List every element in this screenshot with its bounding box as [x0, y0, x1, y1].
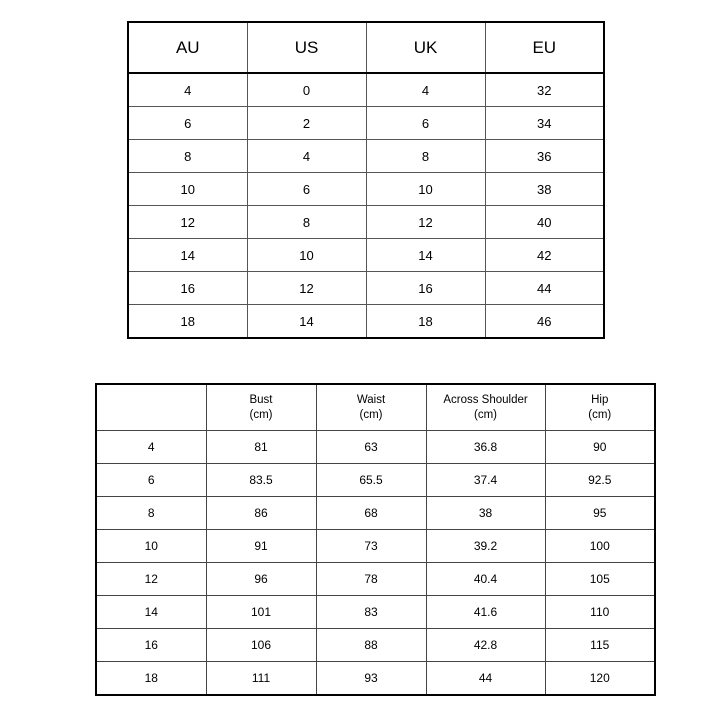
table-cell: 8 [96, 497, 206, 530]
column-header-unit: (cm) [474, 408, 497, 421]
table-row [96, 662, 655, 696]
table-cell: 37.4 [426, 464, 545, 497]
table-cell: 4 [128, 73, 247, 107]
body-measurements-body [96, 431, 655, 696]
table-cell: 106 [206, 629, 316, 662]
table-cell: 38 [485, 173, 604, 206]
column-header [426, 384, 545, 431]
table-cell: 12 [128, 206, 247, 239]
table-cell: 68 [316, 497, 426, 530]
table-cell: 16 [366, 272, 485, 305]
column-header-name: Across Shoulder [443, 393, 528, 406]
table-cell: 41.6 [426, 596, 545, 629]
table-cell: 4 [96, 431, 206, 464]
table-cell: 105 [545, 563, 655, 596]
table-cell: 83.5 [206, 464, 316, 497]
size-conversion-body [128, 73, 604, 338]
table-row [96, 530, 655, 563]
table-cell: 34 [485, 107, 604, 140]
table-cell: 6 [96, 464, 206, 497]
table-cell: 8 [128, 140, 247, 173]
table-row [96, 563, 655, 596]
table-cell: 65.5 [316, 464, 426, 497]
table-cell: 42 [485, 239, 604, 272]
table-cell: 10 [366, 173, 485, 206]
size-conversion-header [128, 22, 604, 73]
table-cell: 95 [545, 497, 655, 530]
table-cell: 38 [426, 497, 545, 530]
table-cell: 40 [485, 206, 604, 239]
table-row [96, 596, 655, 629]
header-row [96, 384, 655, 431]
column-header [545, 384, 655, 431]
column-header [316, 384, 426, 431]
table-cell: 92.5 [545, 464, 655, 497]
table-cell: 6 [366, 107, 485, 140]
table-cell: 0 [247, 73, 366, 107]
table-row [128, 206, 604, 239]
table-row [128, 107, 604, 140]
column-header [96, 384, 206, 431]
table-cell: 88 [316, 629, 426, 662]
table-cell: 46 [485, 305, 604, 339]
body-measurements-table [95, 383, 656, 696]
table-cell: 14 [247, 305, 366, 339]
table-cell: 115 [545, 629, 655, 662]
table-cell: 36 [485, 140, 604, 173]
table-cell: 18 [366, 305, 485, 339]
table-row [128, 173, 604, 206]
table-cell: 73 [316, 530, 426, 563]
table-cell: 44 [426, 662, 545, 696]
table-cell: 111 [206, 662, 316, 696]
table-cell: 96 [206, 563, 316, 596]
table-row [128, 73, 604, 107]
table-cell: 8 [366, 140, 485, 173]
table-cell: 40.4 [426, 563, 545, 596]
table-cell: 36.8 [426, 431, 545, 464]
table-cell: 110 [545, 596, 655, 629]
table-cell: 63 [316, 431, 426, 464]
column-header: EU [485, 22, 604, 73]
table-cell: 8 [247, 206, 366, 239]
table-cell: 18 [128, 305, 247, 339]
table-row [128, 239, 604, 272]
column-header-name: Bust [249, 393, 273, 406]
size-conversion-table [127, 21, 605, 339]
table-row [96, 629, 655, 662]
table-cell: 12 [366, 206, 485, 239]
table-cell: 100 [545, 530, 655, 563]
table-cell: 2 [247, 107, 366, 140]
table-cell: 10 [128, 173, 247, 206]
table-row [128, 140, 604, 173]
table-cell: 14 [128, 239, 247, 272]
table-cell: 81 [206, 431, 316, 464]
table-cell: 90 [545, 431, 655, 464]
table-row [96, 497, 655, 530]
table-cell: 42.8 [426, 629, 545, 662]
column-header-name: Hip [591, 393, 609, 406]
table-cell: 14 [366, 239, 485, 272]
table-cell: 32 [485, 73, 604, 107]
table-cell: 16 [96, 629, 206, 662]
table-row [96, 464, 655, 497]
body-measurements-header [96, 384, 655, 431]
column-header-unit: (cm) [588, 408, 612, 421]
table-cell: 78 [316, 563, 426, 596]
table-cell: 10 [247, 239, 366, 272]
table-cell: 4 [247, 140, 366, 173]
column-header: AU [128, 22, 247, 73]
table-cell: 91 [206, 530, 316, 563]
table-cell: 120 [545, 662, 655, 696]
table-row [128, 272, 604, 305]
table-cell: 16 [128, 272, 247, 305]
table-row [128, 305, 604, 339]
table-cell: 18 [96, 662, 206, 696]
column-header [206, 384, 316, 431]
table-row [96, 431, 655, 464]
table-cell: 4 [366, 73, 485, 107]
table-cell: 86 [206, 497, 316, 530]
table-cell: 101 [206, 596, 316, 629]
table-cell: 83 [316, 596, 426, 629]
header-row [128, 22, 604, 73]
table-cell: 12 [96, 563, 206, 596]
table-cell: 6 [247, 173, 366, 206]
column-header-unit: (cm) [359, 408, 383, 421]
column-header-name: Waist [356, 393, 386, 406]
table-cell: 44 [485, 272, 604, 305]
table-cell: 6 [128, 107, 247, 140]
table-cell: 10 [96, 530, 206, 563]
table-cell: 14 [96, 596, 206, 629]
table-cell: 39.2 [426, 530, 545, 563]
column-header: UK [366, 22, 485, 73]
column-header: US [247, 22, 366, 73]
column-header-unit: (cm) [249, 408, 273, 421]
table-cell: 93 [316, 662, 426, 696]
table-cell: 12 [247, 272, 366, 305]
